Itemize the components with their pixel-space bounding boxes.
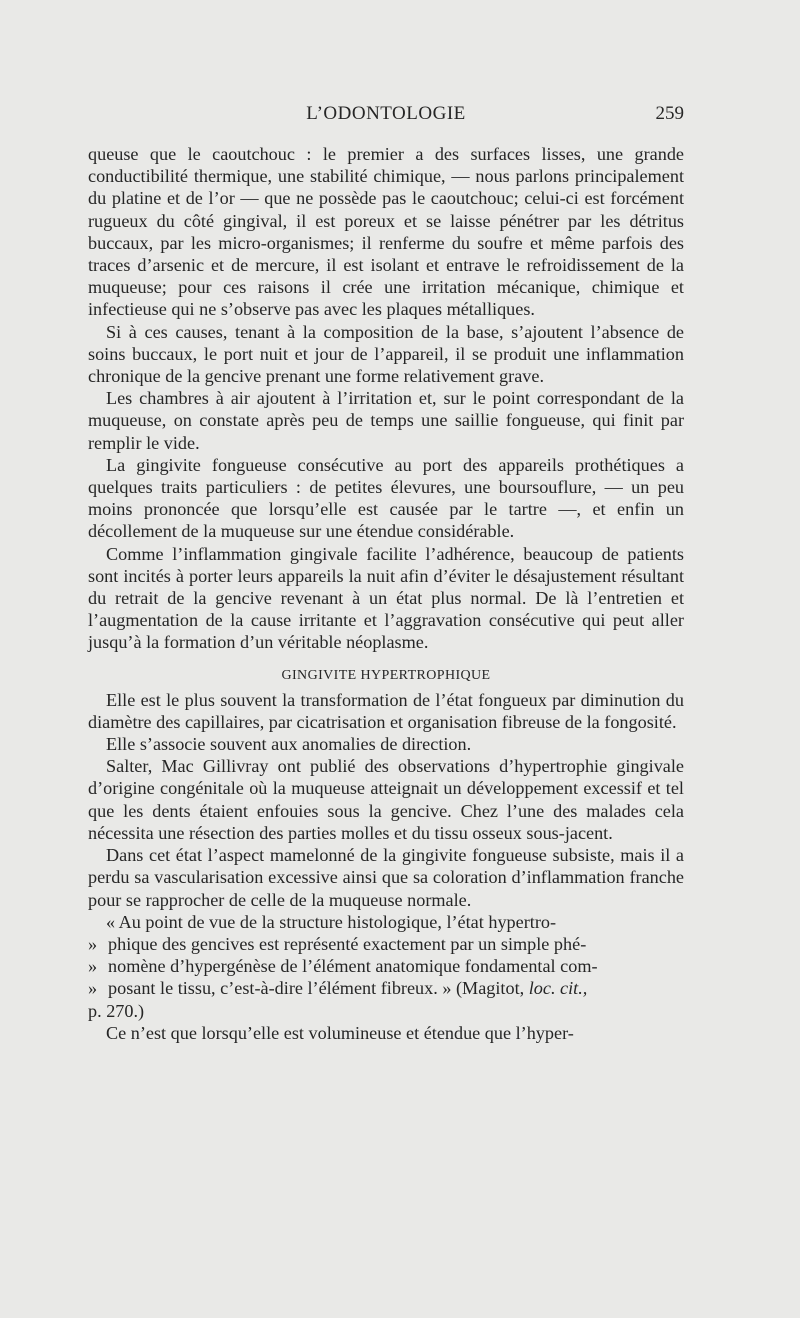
block-quote [88,911,684,1022]
quote-line-2 [88,933,684,955]
section-paragraph-3: Salter, Mac Gillivray ont publié des observations d’hypertrophie gingivale d’origine congénitale où la muqueuse atteignait un développement excessif et tel que les dents étaient enfouies sous la gencive. Chez l’une des malades cela nécessita une résection des parties molles et du tissu osseux sous-jacent. [88,756,684,843]
body-text [88,143,684,1044]
quote-line-3 [88,955,684,977]
quote-line-text: posant le tissu, c’est-à-dire l’élément fibreux. » (Magitot, [108,978,525,999]
section-paragraph-2: Elle s’associe souvent aux anomalies de direction. [106,734,472,755]
page-number: 259 [655,103,684,124]
quote-line-5 [88,1000,684,1022]
running-header [88,103,684,129]
running-title: L’ODONTOLOGIE [306,103,466,124]
section-paragraph-1: Elle est le plus souvent la transformation de l’état fongueux par diminution du diamètre des capillaires, par cicatrisation et organisation fibreuse de la fongosité. [88,689,684,732]
quote-line-1 [88,911,684,933]
section-heading: GINGIVITE HYPERTROPHIQUE [281,667,491,683]
paragraph-2: Si à ces causes, tenant à la composition de la base, s’ajoutent l’absence de soins buccaux, le port nuit et jour de l’appareil, il se produit une inflammation chronique de la gencive prenant une forme relativement grave. [88,321,684,387]
citation-end: p. 270.) [88,1000,145,1021]
quote-mark: » [88,956,98,977]
section-paragraph-4: Dans cet état l’aspect mamelonné de la gingivite fongueuse subsiste, mais il a perdu sa vascularisation excessive ainsi que sa coloration d’inflammation franche pour se rapprocher de celle de la muqueuse normale. [88,845,684,910]
paragraph-1: queuse que le caoutchouc : le premier a des surfaces lisses, une grande conductibilité thermique, une stabilité chimique, — nous parlons principalement du platine et de l’or — que ne possède pas le caoutchouc; celui-ci est forcément rugueux du côté gingival, il est poreux et se laisse pénétrer par les détritus buccaux, par les micro-organismes; il renferme du soufre et même parfois des traces d’arsenic et de mercure, il est isolant et entrave le refroidissement de la muqueuse; pour ces raisons il crée une irritation mécanique, chimique et infectieuse qui ne s’observe pas avec les plaques métalliques. [88,144,684,320]
quote-line-text: « Au point de vue de la structure histologique, l’état hypertro- [106,911,557,932]
citation-italic: loc. cit., [528,978,588,999]
quote-mark: » [88,933,98,954]
quote-line-text: phique des gencives est représenté exactement par un simple phé- [108,933,587,954]
paragraph-3: Les chambres à air ajoutent à l’irritation et, sur le point correspondant de la muqueuse, on constate après peu de temps une saillie fongueuse, qui finit par remplir le vide. [88,388,684,453]
paragraph-5: Comme l’inflammation gingivale facilite l’adhérence, beaucoup de patients sont incités à porter leurs appareils la nuit afin d’éviter le désajustement résultant du retrait de la gencive revenant à un état plus normal. De là l’entretien et l’augmentation de la cause irritante et l’aggravation consécutive qui peut aller jusqu’à la formation d’un véritable néoplasme. [88,543,684,653]
quote-line-4 [88,977,684,999]
quote-mark: » [88,978,98,999]
quote-line-text: nomène d’hypergénèse de l’élément anatomique fondamental com- [108,956,598,977]
final-paragraph: Ce n’est que lorsqu’elle est volumineuse et étendue que l’hyper- [106,1022,574,1043]
paragraph-4: La gingivite fongueuse consécutive au port des appareils prothétiques a quelques traits particuliers : de petites élevures, une boursouflure, — un peu moins prononcée que lorsqu’elle est causée par le tartre —, et enfin un décollement de la muqueuse sur une étendue considérable. [88,454,684,542]
